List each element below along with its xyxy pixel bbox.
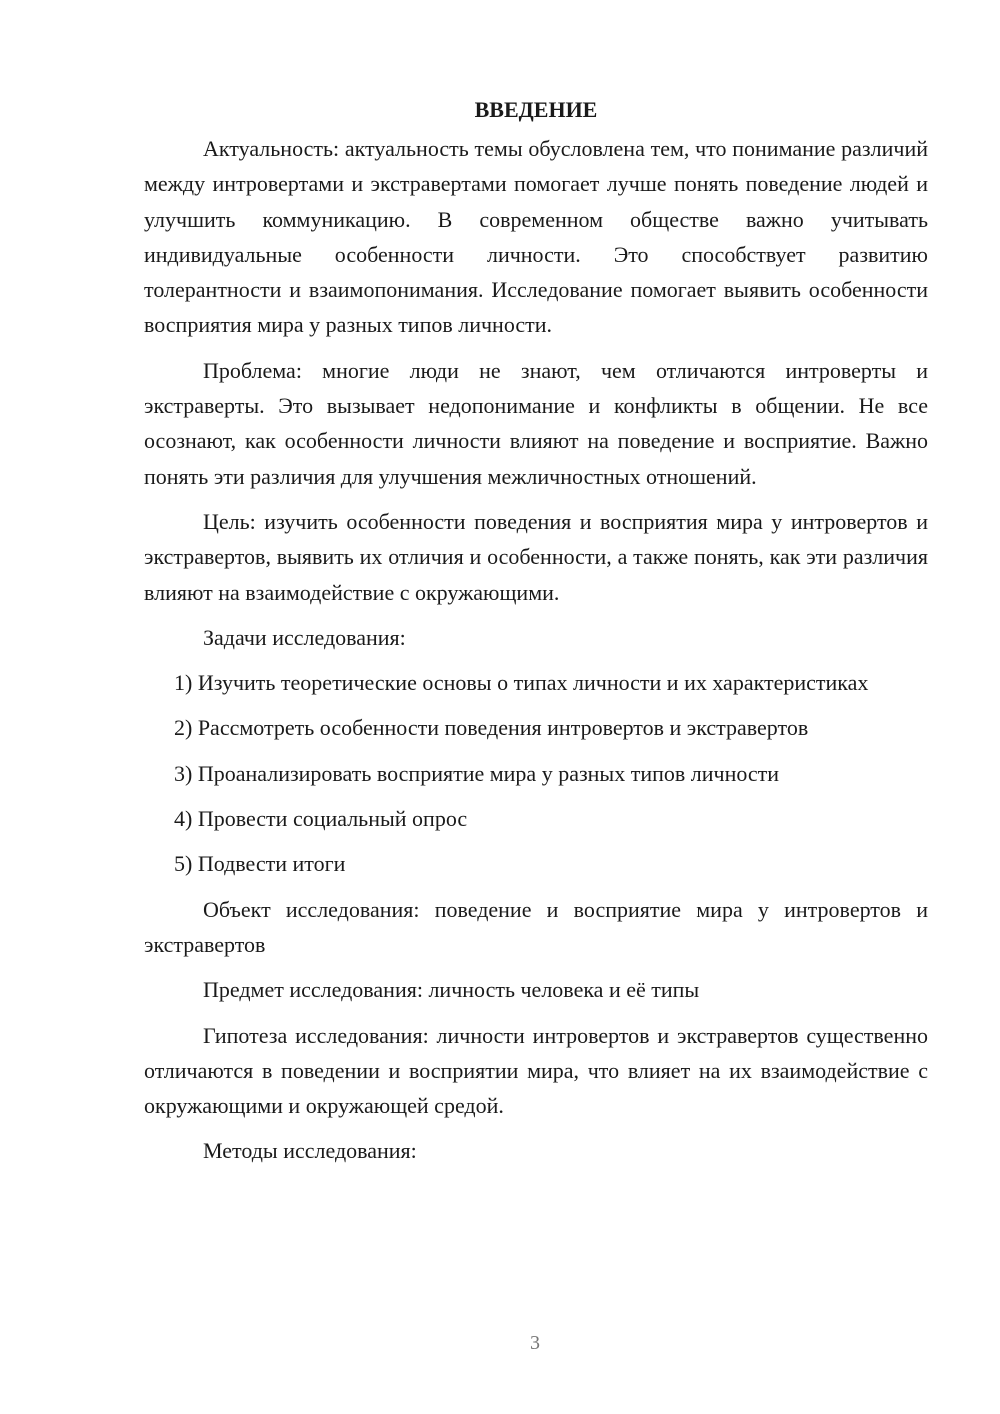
document-body — [144, 92, 928, 1179]
task-item: 3) Проанализировать восприятие мира у разных типов личности — [174, 760, 780, 786]
task-item: 4) Провести социальный опрос — [174, 806, 468, 832]
page-number: 3 — [530, 1332, 540, 1354]
subject-paragraph: Предмет исследования: личность человека и её типы — [203, 977, 700, 1003]
section-title: ВВЕДЕНИЕ — [474, 97, 598, 122]
methods-heading: Методы исследования: — [203, 1138, 417, 1164]
hypothesis-paragraph: Гипотеза исследования: личности интровертов и экстравертов существенно отличаются в поведении и восприятии мира, что влияет на их взаимодействие с окружающими и окружающей средой. — [144, 1022, 928, 1119]
relevance-paragraph: Актуальность: актуальность темы обусловлена тем, что понимание различий между интровертами и экстравертами помогает лучше понять поведение людей и улучшить коммуникацию. В современном обществе важно учитывать индивидуальные особенности личности. Это способствует развитию толерантности и взаимопонимания. Исследование помогает выявить особенности восприятия мира у разных типов личности. — [144, 136, 928, 338]
problem-paragraph: Проблема: многие люди не знают, чем отличаются интроверты и экстраверты. Это вызывает недопонимание и конфликты в общении. Не все осознают, как особенности личности влияют на поведение и восприятие. Важно понять эти различия для улучшения межличностных отношений. — [144, 357, 928, 489]
task-item: 2) Рассмотреть особенности поведения интровертов и экстравертов — [174, 715, 809, 741]
task-item: 5) Подвести итоги — [174, 851, 346, 877]
tasks-heading: Задачи исследования: — [203, 624, 406, 650]
task-item: 1) Изучить теоретические основы о типах личности и их характеристиках — [174, 670, 869, 696]
object-paragraph: Объект исследования: поведение и восприятие мира у интровертов и экстравертов — [144, 896, 928, 957]
goal-paragraph: Цель: изучить особенности поведения и восприятия мира у интровертов и экстравертов, выявить их отличия и особенности, а также понять, как эти различия влияют на взаимодействие с окружающими. — [144, 508, 928, 605]
